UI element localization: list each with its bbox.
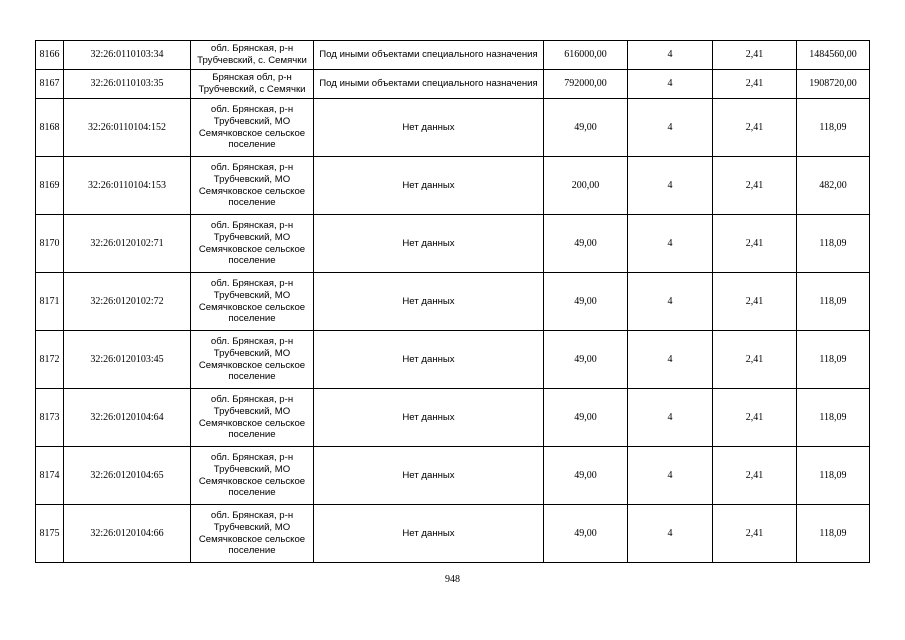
page-number: 948 — [445, 574, 460, 585]
cadastral-cost-cell: 1484560,00 — [797, 41, 870, 70]
permitted-use-cell: Нет данных — [314, 215, 544, 273]
land-registry-table — [35, 40, 870, 563]
cadastral-number: 32:26:0120102:71 — [64, 215, 191, 273]
cadastral-cost-cell: 118,09 — [797, 273, 870, 331]
table-row — [36, 99, 870, 157]
table-row — [36, 273, 870, 331]
row-number: 8167 — [36, 70, 64, 99]
rate-cell: 2,41 — [713, 273, 797, 331]
area-cell: 49,00 — [544, 215, 628, 273]
cadastral-number: 32:26:0110103:34 — [64, 41, 191, 70]
area-cell: 616000,00 — [544, 41, 628, 70]
area-cell: 49,00 — [544, 331, 628, 389]
address-cell: обл. Брянская, р-н Трубчевский, МО Семячковское сельское поселение — [191, 99, 314, 157]
table-body — [36, 41, 870, 563]
address-cell: обл. Брянская, р-н Трубчевский, МО Семячковское сельское поселение — [191, 157, 314, 215]
group-cell: 4 — [628, 215, 713, 273]
permitted-use-cell: Под иными объектами специального назначения — [314, 41, 544, 70]
group-cell: 4 — [628, 70, 713, 99]
permitted-use-cell: Нет данных — [314, 505, 544, 563]
rate-cell: 2,41 — [713, 41, 797, 70]
area-cell: 49,00 — [544, 505, 628, 563]
group-cell: 4 — [628, 389, 713, 447]
permitted-use-cell: Нет данных — [314, 99, 544, 157]
cadastral-cost-cell: 118,09 — [797, 505, 870, 563]
address-cell: обл. Брянская, р-н Трубчевский, МО Семячковское сельское поселение — [191, 215, 314, 273]
rate-cell: 2,41 — [713, 70, 797, 99]
area-cell: 49,00 — [544, 389, 628, 447]
group-cell: 4 — [628, 505, 713, 563]
address-cell: обл. Брянская, р-н Трубчевский, МО Семячковское сельское поселение — [191, 273, 314, 331]
table-row — [36, 331, 870, 389]
address-cell: обл. Брянская, р-н Трубчевский, с. Семячки — [191, 41, 314, 70]
rate-cell: 2,41 — [713, 99, 797, 157]
group-cell: 4 — [628, 447, 713, 505]
address-cell: Брянская обл, р-н Трубчевский, с Семячки — [191, 70, 314, 99]
cadastral-cost-cell: 118,09 — [797, 447, 870, 505]
rate-cell: 2,41 — [713, 215, 797, 273]
rate-cell: 2,41 — [713, 331, 797, 389]
group-cell: 4 — [628, 157, 713, 215]
area-cell: 49,00 — [544, 273, 628, 331]
row-number: 8166 — [36, 41, 64, 70]
permitted-use-cell: Нет данных — [314, 273, 544, 331]
table-row — [36, 157, 870, 215]
rate-cell: 2,41 — [713, 157, 797, 215]
cadastral-number: 32:26:0120104:64 — [64, 389, 191, 447]
area-cell: 49,00 — [544, 99, 628, 157]
cadastral-number: 32:26:0110103:35 — [64, 70, 191, 99]
cadastral-number: 32:26:0110104:153 — [64, 157, 191, 215]
group-cell: 4 — [628, 331, 713, 389]
permitted-use-cell: Нет данных — [314, 389, 544, 447]
row-number: 8170 — [36, 215, 64, 273]
permitted-use-cell: Нет данных — [314, 157, 544, 215]
rate-cell: 2,41 — [713, 447, 797, 505]
row-number: 8169 — [36, 157, 64, 215]
group-cell: 4 — [628, 41, 713, 70]
row-number: 8172 — [36, 331, 64, 389]
rate-cell: 2,41 — [713, 389, 797, 447]
cadastral-cost-cell: 118,09 — [797, 331, 870, 389]
cadastral-cost-cell: 118,09 — [797, 99, 870, 157]
table-row — [36, 70, 870, 99]
permitted-use-cell: Под иными объектами специального назначения — [314, 70, 544, 99]
cadastral-number: 32:26:0120103:45 — [64, 331, 191, 389]
table-row — [36, 389, 870, 447]
table-row — [36, 447, 870, 505]
cadastral-number: 32:26:0110104:152 — [64, 99, 191, 157]
cadastral-cost-cell: 118,09 — [797, 215, 870, 273]
permitted-use-cell: Нет данных — [314, 331, 544, 389]
cadastral-cost-cell: 482,00 — [797, 157, 870, 215]
row-number: 8168 — [36, 99, 64, 157]
rate-cell: 2,41 — [713, 505, 797, 563]
address-cell: обл. Брянская, р-н Трубчевский, МО Семячковское сельское поселение — [191, 389, 314, 447]
table-row — [36, 41, 870, 70]
cadastral-number: 32:26:0120104:65 — [64, 447, 191, 505]
area-cell: 200,00 — [544, 157, 628, 215]
row-number: 8173 — [36, 389, 64, 447]
row-number: 8174 — [36, 447, 64, 505]
table-row — [36, 505, 870, 563]
cadastral-cost-cell: 1908720,00 — [797, 70, 870, 99]
cadastral-cost-cell: 118,09 — [797, 389, 870, 447]
area-cell: 792000,00 — [544, 70, 628, 99]
address-cell: обл. Брянская, р-н Трубчевский, МО Семячковское сельское поселение — [191, 331, 314, 389]
cadastral-number: 32:26:0120104:66 — [64, 505, 191, 563]
address-cell: обл. Брянская, р-н Трубчевский, МО Семячковское сельское поселение — [191, 447, 314, 505]
row-number: 8171 — [36, 273, 64, 331]
cadastral-number: 32:26:0120102:72 — [64, 273, 191, 331]
group-cell: 4 — [628, 99, 713, 157]
group-cell: 4 — [628, 273, 713, 331]
row-number: 8175 — [36, 505, 64, 563]
permitted-use-cell: Нет данных — [314, 447, 544, 505]
table-row — [36, 215, 870, 273]
address-cell: обл. Брянская, р-н Трубчевский, МО Семячковское сельское поселение — [191, 505, 314, 563]
area-cell: 49,00 — [544, 447, 628, 505]
